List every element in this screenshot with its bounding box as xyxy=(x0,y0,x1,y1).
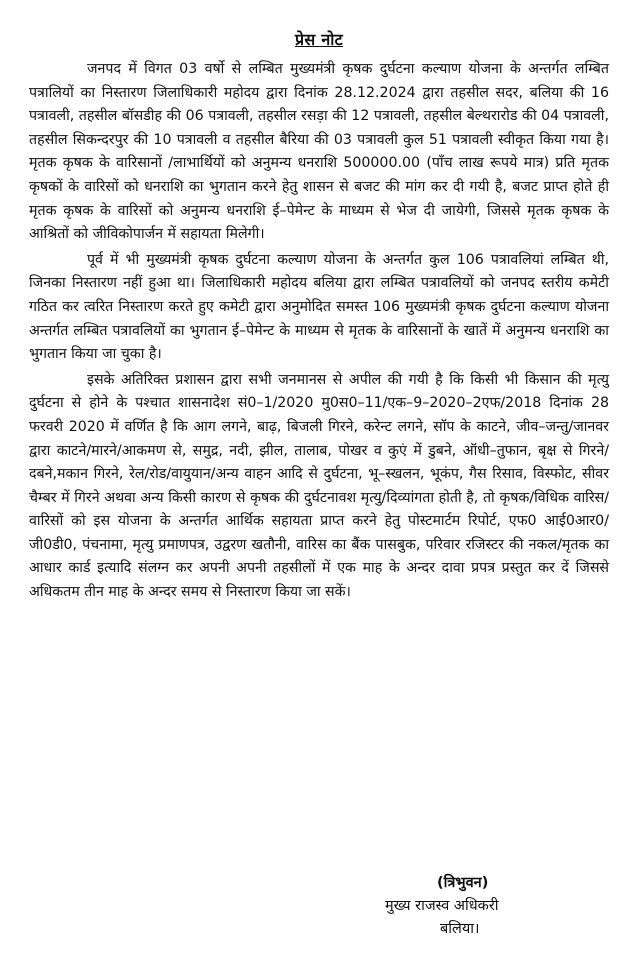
signatory-name: (त्रिभुवन) xyxy=(437,875,489,891)
paragraph-3: इसके अतिरिक्त प्रशासन द्वारा सभी जनमानस से अपील की गयी है कि किसी भी किसान की मृत्यु दुर्घटना से होने के पश्चात शासनादेश सं0–1/2020 मु0स0–11/एक–9–2020–2एफ/2018 दिनांक 28 फरवरी 2020 में वर्णित है कि आग लगने, बाढ़, बिजली गिरने, करेन्ट लगने, सॉप के काटने, जीव–जन्तु/जानवर द्वारा काटने/मारने/आकमण से, समुद्र, नदी, झील, तालाब, पोखर व कुएं में डुबने, ऑधी–तुफान, बृक्ष से गिरने/दबने,मकान गिरने, रेल/रोड/वायुयान/अन्य वाहन आदि से दुर्घटना, भू–स्खलन, भूकंप, गैस रिसाव, विस्फोट, सीवर चैम्बर में गिरने अथवा अन्य किसी कारण से कृषक की दुर्घटनावश मृत्यु/दिव्यांगता होती है, तो कृषक/विधिक वारिस/वारिसों को इस योजना के अन्तर्गत आर्थिक सहायता प्राप्त करने हेतु पोस्टमार्टम रिपोर्ट, एफ0 आई0आर0/जी0डी0, पंचनामा, मृत्यु प्रमाणपत्र, उद्वरण खतौनी, वारिस का बैंक पासबुक, परिवार रजिस्टर की नकल/मृतक का आधार कार्ड इत्यादि संलग्न कर अपनी अपनी तहसीलों में एक माह के अन्दर दावा प्रपत्र प्रस्तुत कर दें जिससे अधिकतम तीन माह के अन्दर समय से निस्तारण किया जा सकें। xyxy=(29,371,609,601)
signatory-place: बलिया। xyxy=(440,921,480,937)
signature-block xyxy=(385,872,585,941)
paragraph-1: जनपद में विगत 03 वर्षो से लम्बित मुख्यमंत्री कृषक दुर्घटना कल्याण योजना के अन्तर्गत लम्बित पत्रालियों का निस्तारण जिलाधिकारी महोदय द्वारा दिनांक 28.12.2024 द्वारा तहसील सदर, बलिया की 16 पत्रावली, तहसील बॉसडीह की 06 पत्रावली, तहसील रसड़ा की 12 पत्रावली, तहसील बेल्थरारोड की 04 पत्रावली, तहसील सिकन्दरपुर की 10 पत्रावली व तहसील बैरिया की 03 पत्रावली कुल 51 पत्रावली स्वीकृत किया गया है। मृतक कृषक के वारिसानों /लाभार्थियों को अनुमन्य धनराशि 500000.00 (पाँच लाख रूपये मात्र) प्रति मृतक कृषकों के वारिसों को धनराशि का भुगतान करने हेतु शासन से बजट की मांग कर दी गयी है, बजट प्राप्त होते ही मृतक कृषक के वारिसों को अनुमन्य धनराशि ई–पेमेन्ट के माध्यम से भेज दी जायेगी, जिससे मृतक कृषक के आश्रितों को जीविकोपार्जन में सहायता मिलेगी। xyxy=(29,61,609,243)
signatory-designation: मुख्य राजस्व अधिकरी xyxy=(385,898,499,914)
paragraph-2: पूर्व में भी मुख्यमंत्री कृषक दुर्घटना कल्याण योजना के अन्तर्गत कुल 106 पत्रावलियां लम्बित थी, जिनका निस्तारण नहीं हुआ था। जिलाधिकारी महोदय बलिया द्वारा लम्बित पत्रावलियों को जनपद स्तरीय कमेटी गठित कर त्वरित निस्तारण करते हुए कमेटी द्वारा अनुमोदित समस्त 106 मुख्यमंत्री कृषक दुर्घटना कल्याण योजना अन्तर्गत लम्बित पत्रावलियों का भुगतान ई–पेमेन्ट के माध्यम से मृतक के वारिसानों के खातें में अनुमन्य धनराशि का भुगतान किया जा चुका है। xyxy=(29,251,609,363)
document-title: प्रेस नोट xyxy=(294,30,344,49)
